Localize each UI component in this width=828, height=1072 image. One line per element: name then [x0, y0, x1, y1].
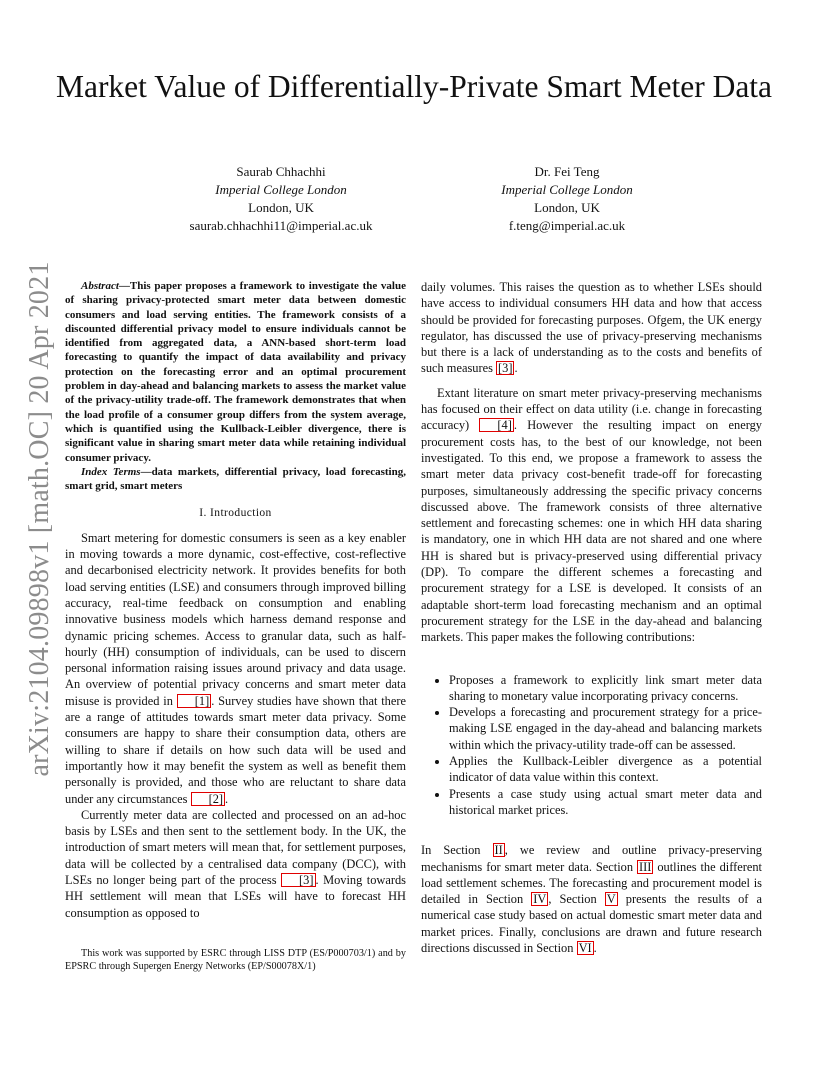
author-affiliation: Imperial College London [215, 182, 347, 197]
right-column [421, 279, 762, 956]
text-run: Extant literature on smart meter privacy-preserving mechanisms has focused on their effect on data utility (i.e. change in forecasting accuracy) [421, 385, 762, 433]
arxiv-stamp: arXiv:2104.09898v1 [math.OC] 20 Apr 2021 [24, 261, 55, 777]
author-location: London, UK [534, 200, 600, 215]
index-terms-lead: Index Terms [81, 465, 141, 478]
abstract [65, 279, 406, 465]
text-run: , Section [548, 892, 605, 907]
list-item: • Develops a forecasting and procurement strategy for a price-making LSE engaged in the day-ahead and balancing markets within which the privacy-utility trade-off can be assessed. [449, 704, 762, 753]
index-terms [65, 465, 406, 494]
intro-paragraph-1 [65, 530, 406, 807]
text-run: In Section [421, 843, 493, 858]
text-run: . Survey studies have shown that there are a range of attitudes towards smart meter data privacy. Some consumers are happy to share their consumption data, others are willing to share if details on how such data will be used and importantly how it may benefit the system as well as benefit them personally is provided, and those who are reluctant to share data under any circumstances [65, 693, 407, 806]
citation-link[interactable]: [3] [498, 361, 513, 376]
right-paragraph-3 [421, 842, 762, 956]
author-affiliation: Imperial College London [501, 182, 633, 197]
author-location: London, UK [248, 200, 314, 215]
section-link[interactable]: III [638, 859, 652, 874]
text-run: Currently meter data are collected and processed on an ad-hoc basis by LSEs and then sent to the settlement body. In the UK, the introduction of smart meters will mean that, for settlement purposes, data will be collected by a centralised data company (DCC), with LSEs no longer being part of the process [65, 807, 406, 887]
author-name: Dr. Fei Teng [534, 164, 600, 179]
footnote: This work was supported by ESRC through LISS DTP (ES/P000703/1) and by EPSRC through Supergen Energy Networks (EP/S00078X/1) [65, 948, 406, 973]
text-run: daily volumes. This raises the question as to whether LSEs should have access to individual consumers HH data and how that access should be provided for forecasting purposes. Ofgem, the UK energy regulator, has discussed the use of privacy-preserving mechanisms but there is a lack of understanding as to the costs and benefits of such measures [421, 280, 762, 376]
left-column [65, 279, 406, 921]
section-heading-introduction: I. Introduction [199, 507, 272, 520]
index-terms-text: —data markets, differential privacy, load forecasting, smart grid, smart meters [65, 465, 406, 493]
citation-link[interactable]: [4] [479, 418, 513, 432]
right-paragraph-2 [421, 385, 762, 646]
text-run: . [225, 791, 229, 806]
author-block-1 [146, 163, 416, 235]
author-email: saurab.chhachhi11@imperial.ac.uk [189, 218, 373, 233]
text-run: Smart metering for domestic consumers is seen as a key enabler in moving towards a more dynamic, cost-effective, cost-reflective and decarbonised electricity network. It provides benefits for both load serving entities (LSE) and consumers through improved billing accuracy, real-time feedback on consumption and enabling innovative business models which harness demand response and dynamic pricing schemes. Access to granular data, such as half-hourly (HH) consumption of individuals, can be used to discern personal information raising issues around privacy and data usage. An overview of potential privacy concerns and smart meter data misuse is provided in [65, 530, 406, 708]
text-run: . [514, 361, 518, 376]
paper-title: Market Value of Differentially-Private Smart Meter Data [55, 69, 773, 104]
section-link[interactable]: V [606, 892, 616, 907]
list-item: • Proposes a framework to explicitly link smart meter data sharing to monetary value incorporating privacy concerns. [449, 672, 762, 705]
abstract-lead: Abstract [81, 280, 119, 292]
section-link[interactable]: IV [533, 892, 547, 907]
citation-link[interactable]: [1] [177, 694, 211, 708]
text-run: . However the resulting impact on energy procurement costs has, to the best of our knowledge, not been investigated. To this end, we propose a framework to assess the smart meter data privacy cost-benefit trade-off for forecasting purposes, simultaneously addressing the specific privacy concerns discussed above. The framework consists of three alternative settlement and forecasting schemes: one in which HH data sharing is mandatory, one in which HH data are not shared and one where HH is shared but is privacy-preserved using differential privacy (DP). To compare the different schemes a forecasting and procurement strategy for a LSE is developed. It consists of an adaptable short-term load forecasting mechanism and an optimal procurement strategy for the LSE in the day-ahead and balancing markets. This paper makes the following contributions: [421, 418, 762, 645]
citation-link[interactable]: [3] [281, 873, 315, 887]
text-run: , we review and outline privacy-preserving mechanisms for smart meter data. Section [421, 843, 762, 874]
intro-paragraph-2 [65, 807, 406, 921]
abstract-text: —This paper proposes a framework to investigate the value of sharing privacy-protected smart meter data between domestic consumers and load serving entities. The framework consists of a discounted differential privacy model to ensure individuals cannot be identified from aggregated data, a ANN-based short-term load forecasting to quantify the impact of data availability and privacy protection on the forecasting error and an optimal procurement problem in day-ahead and balancing markets to assess the market value of the privacy-utility trade-off. The framework demonstrates that when the load profile of a consumer group differs from the system average, which is quantified using the Kullback-Leibler divergence, there is significant value in sharing smart meter data while retaining individual consumer privacy. [65, 280, 406, 464]
text-run: presents the results of a numerical case study based on actual domestic smart meter data and market prices. Finally, conclusions are drawn and future research directions discussed in Section [421, 892, 762, 955]
section-link[interactable]: VI [578, 940, 592, 955]
citation-link[interactable]: [2] [191, 792, 225, 806]
text-run: outlines the different load settlement schemes. The forecasting and procurement model is detailed in Section [421, 859, 762, 907]
author-block-2 [432, 163, 702, 235]
list-item: • Applies the Kullback-Leibler divergence as a potential indicator of data value within this context. [449, 753, 762, 786]
list-item: • Presents a case study using actual smart meter data and historical market prices. [449, 786, 762, 819]
right-paragraph-1 [421, 279, 762, 377]
author-name: Saurab Chhachhi [236, 164, 326, 179]
text-run: . [593, 940, 597, 955]
author-email: f.teng@imperial.ac.uk [508, 218, 626, 233]
section-link[interactable]: II [494, 843, 503, 858]
text-run: . Moving towards HH settlement will mean that LSEs will have to forecast HH consumption as opposed to [65, 872, 407, 920]
contributions-list [421, 672, 762, 819]
